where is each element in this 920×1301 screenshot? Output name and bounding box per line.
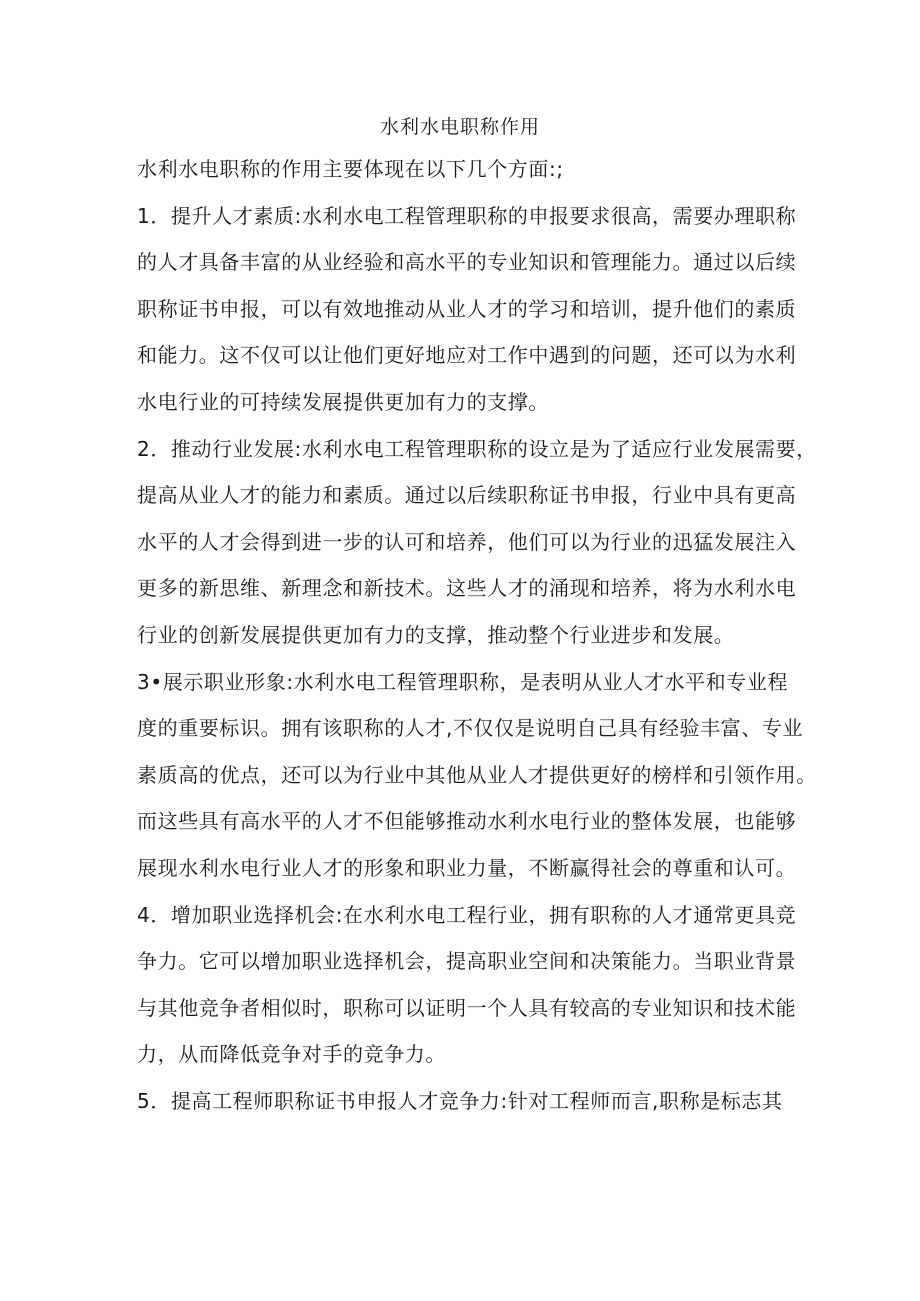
text-line: 水利水电职称的作用主要体现在以下几个方面:; [137, 157, 564, 181]
document-body [137, 154, 817, 1132]
text-line: 3•展示职业形象:水利水电工程管理职称，是表明从业人才水平和专业程 [137, 669, 789, 694]
text-line: 5．提高工程师职称证书申报人才竞争力:针对工程师而言,职称是标志其 [137, 1088, 783, 1113]
text-line: 水平的人才会得到进一步的认可和培养，他们可以为行业的迅猛发展注入 [137, 529, 797, 554]
text-line: 水电行业的可持续发展提供更加有力的支撑。 [137, 389, 549, 414]
text-line: 更多的新思维、新理念和新技术。这些人才的涌现和培养，将为水利水电 [137, 576, 797, 601]
document-title: 水利水电职称作用 [379, 116, 540, 138]
text-line: 力，从而降低竞争对手的竞争力。 [137, 1042, 446, 1067]
text-line: 争力。它可以增加职业选择机会，提高职业空间和决策能力。当职业背景 [137, 949, 797, 974]
text-line: 1．提升人才素质:水利水电工程管理职称的申报要求很高，需要办理职称 [137, 203, 797, 228]
text-line: 4．增加职业选择机会:在水利水电工程行业，拥有职称的人才通常更具竞 [137, 902, 797, 927]
text-line: 与其他竞争者相似时，职称可以证明一个人具有较高的专业知识和技术能 [137, 995, 797, 1020]
text-line: 展现水利水电行业人才的形象和职业力量，不断赢得社会的尊重和认可。 [137, 855, 797, 880]
text-line: 2．推动行业发展:水利水电工程管理职称的设立是为了适应行业发展需要， [137, 436, 817, 461]
text-line: 职称证书申报，可以有效地推动从业人才的学习和培训，提升他们的素质 [137, 296, 797, 321]
text-line: 素质高的优点，还可以为行业中其他从业人才提供更好的榜样和引领作用。 [137, 762, 817, 787]
text-line: 提高从业人才的能力和素质。通过以后续职称证书申报，行业中具有更高 [137, 483, 797, 508]
text-line: 和能力。这不仅可以让他们更好地应对工作中遇到的问题，还可以为水利 [137, 343, 797, 368]
text-line: 的人才具备丰富的从业经验和高水平的专业知识和管理能力。通过以后续 [137, 250, 797, 275]
text-line: 度的重要标识。拥有该职称的人才,不仅仅是说明自己具有经验丰富、专业 [137, 716, 804, 741]
text-line: 行业的创新发展提供更加有力的支撑，推动整个行业进步和发展。 [137, 622, 735, 647]
text-line: 而这些具有高水平的人才不但能够推动水利水电行业的整体发展，也能够 [137, 809, 797, 834]
